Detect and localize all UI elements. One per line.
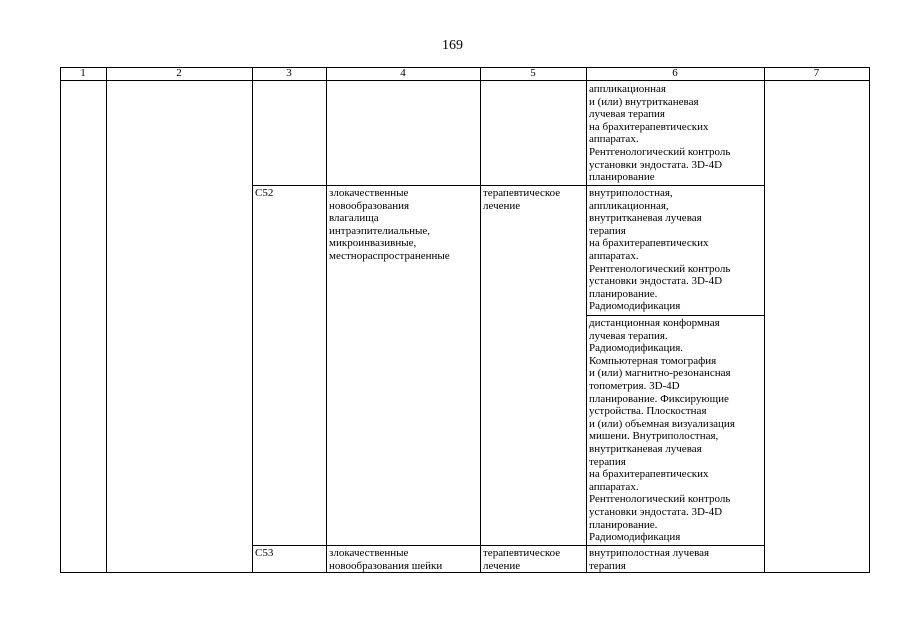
treatment-cell: терапевтическое лечение <box>483 547 561 572</box>
column-header-6: 6 <box>672 67 678 79</box>
col-divider <box>326 67 327 573</box>
col-divider <box>252 67 253 573</box>
row-divider <box>252 545 764 546</box>
row-divider <box>252 185 764 186</box>
column-header-5: 5 <box>530 67 536 79</box>
method-cell: внутриполостная, аппликационная, внутритканевая лучевая терапия на брахитерапевтических аппаратах. Рентгенологический контроль установки эндостата. 3D-4D планирование. Радиомодификация <box>589 187 731 313</box>
code-cell: C52 <box>255 187 274 199</box>
code-cell: C53 <box>255 547 274 559</box>
col-divider <box>106 67 107 573</box>
treatment-cell: терапевтическое лечение <box>483 187 561 212</box>
page-number: 169 <box>442 38 463 53</box>
method-divider <box>586 315 764 316</box>
column-header-2: 2 <box>176 67 182 79</box>
col-divider <box>586 67 587 573</box>
column-header-7: 7 <box>813 67 820 79</box>
table-border-left <box>60 67 61 573</box>
column-header-1: 1 <box>80 67 86 79</box>
col-divider <box>480 67 481 573</box>
diagnosis-cell: злокачественные новообразования шейки <box>329 547 443 572</box>
method-cell: внутриполостная лучевая терапия <box>589 547 710 572</box>
column-header-4: 4 <box>400 67 406 79</box>
diagnosis-cell: злокачественные новообразования влагалища интраэпителиальные, микроинвазивные, местнораспространенные <box>329 187 450 262</box>
header-bottom-border <box>60 80 870 81</box>
method-cell: дистанционная конформная лучевая терапия. Радиомодификация. Компьютерная томография и (или) магнитно-резонансная топометрия. 3D-4D планирование. Фиксирующие устройства. Плоскостная и (или) объемная визуализация мишени. Внутриполостная, внутритканевая лучевая терапия на брахитерапевтических аппаратах. Рентгенологический контроль установки эндостата. 3D-4D планирование. Радиомодификация <box>589 317 735 544</box>
column-header-3: 3 <box>286 67 292 79</box>
method-cell: аппликационная и (или) внутритканевая лучевая терапия на брахитерапевтических аппаратах. Рентгенологический контроль установки эндостата. 3D-4D планирование <box>589 83 731 184</box>
table-border-right <box>869 67 870 573</box>
